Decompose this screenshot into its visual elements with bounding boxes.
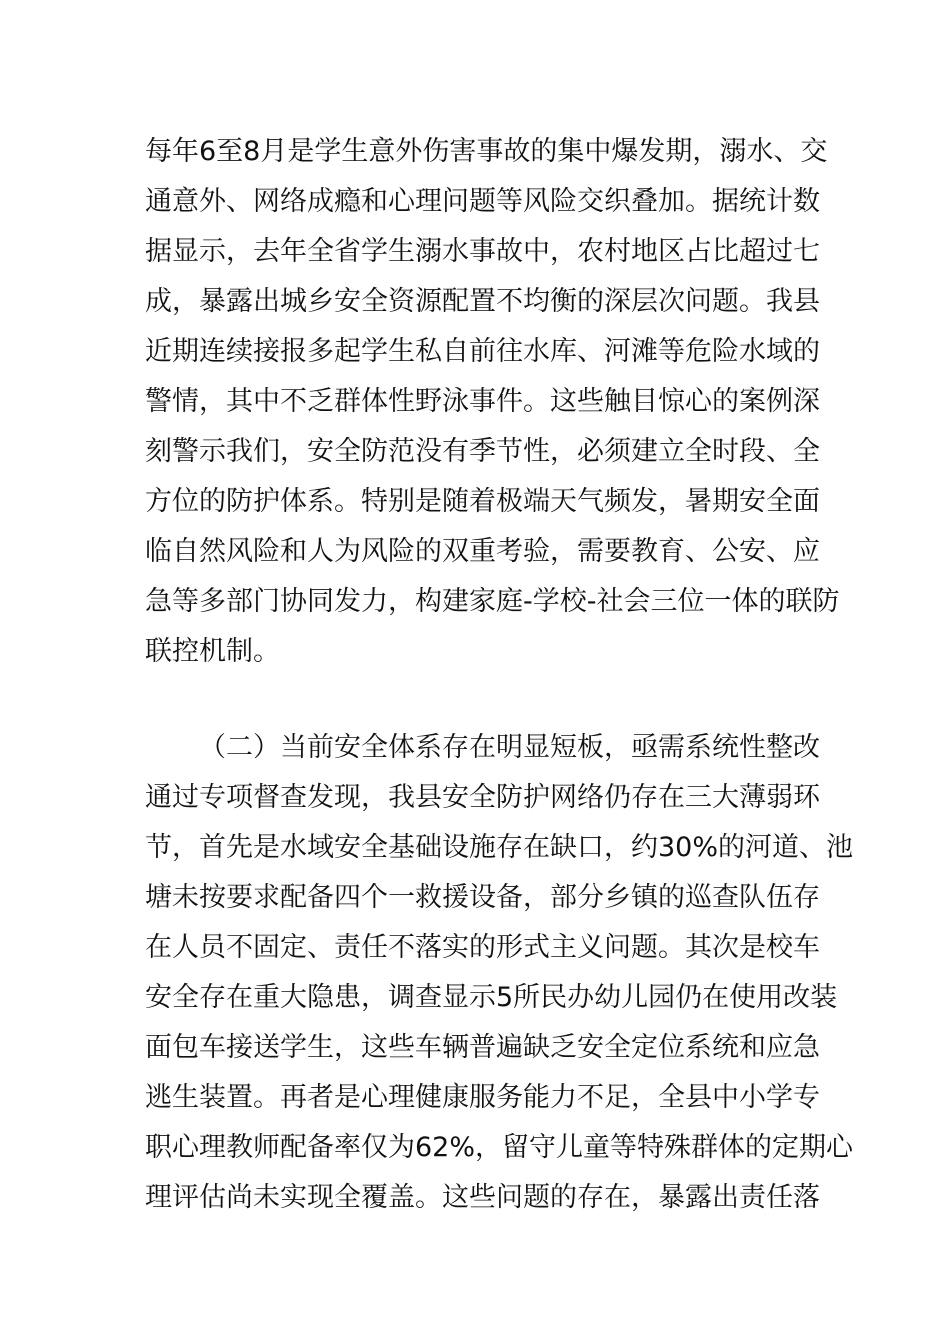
text-line: 在人员不固定、责任不落实的形式主义问题。其次是校车 (145, 932, 820, 963)
text-line: 节，首先是水域安全基础设施存在缺口，约30%的河道、池 (145, 832, 854, 863)
text-line: 塘未按要求配备四个一救援设备，部分乡镇的巡查队伍存 (145, 882, 820, 913)
text-line: 近期连续接报多起学生私自前往水库、河滩等危险水域的 (145, 336, 820, 367)
text-line: 方位的防护体系。特别是随着极端天气频发，暑期安全面 (145, 486, 820, 517)
text-line: 面包车接送学生，这些车辆普遍缺乏安全定位系统和应急 (145, 1032, 820, 1063)
paragraph-student-safety-risks (145, 127, 840, 677)
text-line: 每年6至8月是学生意外伤害事故的集中爆发期，溺水、交 (145, 136, 828, 167)
text-line: 警情，其中不乏群体性野泳事件。这些触目惊心的案例深 (145, 386, 820, 417)
text-line: 刻警示我们，安全防范没有季节性，必须建立全时段、全 (145, 436, 820, 467)
text-line: 逃生装置。再者是心理健康服务能力不足，全县中小学专 (145, 1082, 820, 1113)
text-line: 职心理教师配备率仅为62%，留守儿童等特殊群体的定期心 (145, 1132, 854, 1163)
text-line: 通过专项督查发现，我县安全防护网络仍存在三大薄弱环 (145, 782, 820, 813)
text-line: 联控机制。 (145, 636, 280, 667)
section-heading: （二）当前安全体系存在明显短板，亟需系统性整改 (199, 732, 820, 763)
text-line: 临自然风险和人为风险的双重考验，需要教育、公安、应 (145, 536, 820, 567)
text-line: 安全存在重大隐患，调查显示5所民办幼儿园仍在使用改装 (145, 982, 838, 1013)
text-line: 据显示，去年全省学生溺水事故中，农村地区占比超过七 (145, 236, 820, 267)
text-line: 理评估尚未实现全覆盖。这些问题的存在，暴露出责任落 (145, 1182, 820, 1213)
text-line: 通意外、网络成瘾和心理问题等风险交织叠加。据统计数 (145, 186, 820, 217)
text-line: 成，暴露出城乡安全资源配置不均衡的深层次问题。我县 (145, 286, 820, 317)
text-line: 急等多部门协同发力，构建家庭-学校-社会三位一体的联防 (145, 586, 840, 617)
paragraph-safety-system-gaps (145, 723, 854, 1223)
